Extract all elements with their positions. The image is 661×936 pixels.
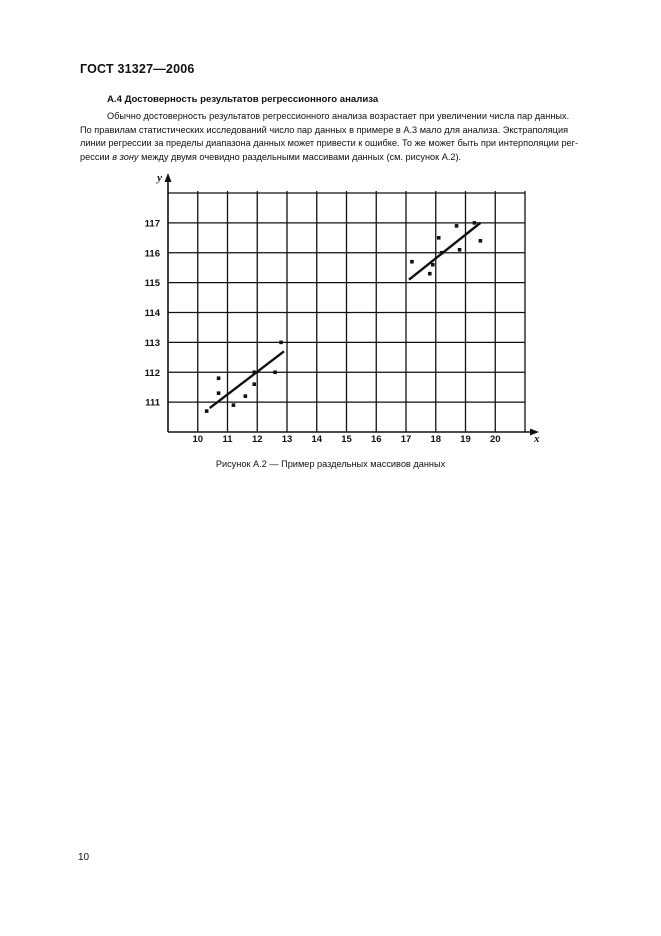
paragraph-line-2: По правилам статистических исследований число пар данных в примере в А.3 мало для анализа. Экстраполяция — [80, 124, 569, 135]
section-title: А.4 Достоверность результатов регрессионного анализа — [107, 94, 379, 105]
data-point — [473, 221, 477, 225]
y-tick-label: 114 — [144, 308, 160, 319]
regression-line-2 — [409, 223, 480, 280]
data-point — [437, 236, 441, 240]
data-point — [205, 409, 209, 413]
x-tick-label: 16 — [370, 434, 382, 445]
data-point — [410, 260, 414, 264]
y-tick-label: 116 — [144, 248, 160, 260]
data-point — [252, 382, 256, 386]
y-tick-label: 111 — [145, 397, 160, 409]
data-point — [217, 391, 221, 395]
y-axis-label: y — [157, 172, 162, 184]
data-point — [458, 248, 462, 252]
y-tick-label: 113 — [144, 337, 160, 349]
y-tick-label: 115 — [144, 278, 160, 290]
chart-tick-labels — [145, 172, 540, 445]
data-points — [205, 221, 482, 413]
data-point — [479, 239, 483, 243]
y-axis-arrow-icon — [165, 173, 172, 182]
data-point — [252, 370, 256, 374]
figure-caption: Рисунок А.2 — Пример раздельных массивов данных — [215, 459, 446, 469]
paragraph-line-3: линии регрессии за пределы диапазона данных может привести к ошибке. То же может быть при интерполяции рег- — [80, 138, 579, 149]
data-point — [428, 272, 432, 276]
x-tick-label: 15 — [341, 434, 352, 445]
data-point — [279, 341, 283, 345]
document-header: ГОСТ 31327—2006 — [80, 62, 195, 76]
chart-grid — [168, 191, 525, 432]
data-point — [273, 370, 277, 374]
x-tick-label: 13 — [281, 434, 293, 445]
x-tick-label: 12 — [251, 434, 263, 445]
regression-line-1 — [210, 351, 284, 408]
x-axis-label: x — [534, 433, 540, 445]
x-tick-label: 18 — [430, 434, 442, 445]
paragraph-emphasis: в зону — [112, 151, 139, 162]
x-tick-label: 11 — [222, 434, 233, 445]
data-point — [455, 224, 459, 228]
paragraph-line-1: Обычно достоверность результатов регрессионного анализа возрастает при увеличении числа пар данных. — [107, 111, 570, 121]
page-number: 10 — [78, 852, 90, 863]
y-tick-label: 112 — [144, 367, 160, 379]
chart-axes — [165, 173, 540, 436]
data-point — [440, 251, 444, 255]
data-point — [217, 376, 221, 380]
data-point — [431, 263, 435, 267]
data-point — [244, 394, 248, 398]
data-point — [232, 403, 236, 407]
y-tick-label: 117 — [144, 218, 160, 230]
x-tick-label: 14 — [311, 434, 323, 445]
x-tick-label: 20 — [489, 434, 501, 445]
regression-lines — [210, 223, 481, 408]
x-tick-label: 19 — [460, 434, 471, 445]
x-tick-label: 10 — [192, 434, 204, 445]
paragraph-line-4-end: между двумя очевидно раздельными массивами данных (см. рисунок А.2). — [138, 151, 462, 162]
paragraph-line-4-start: рессии — [80, 151, 113, 162]
x-tick-label: 17 — [400, 434, 412, 445]
